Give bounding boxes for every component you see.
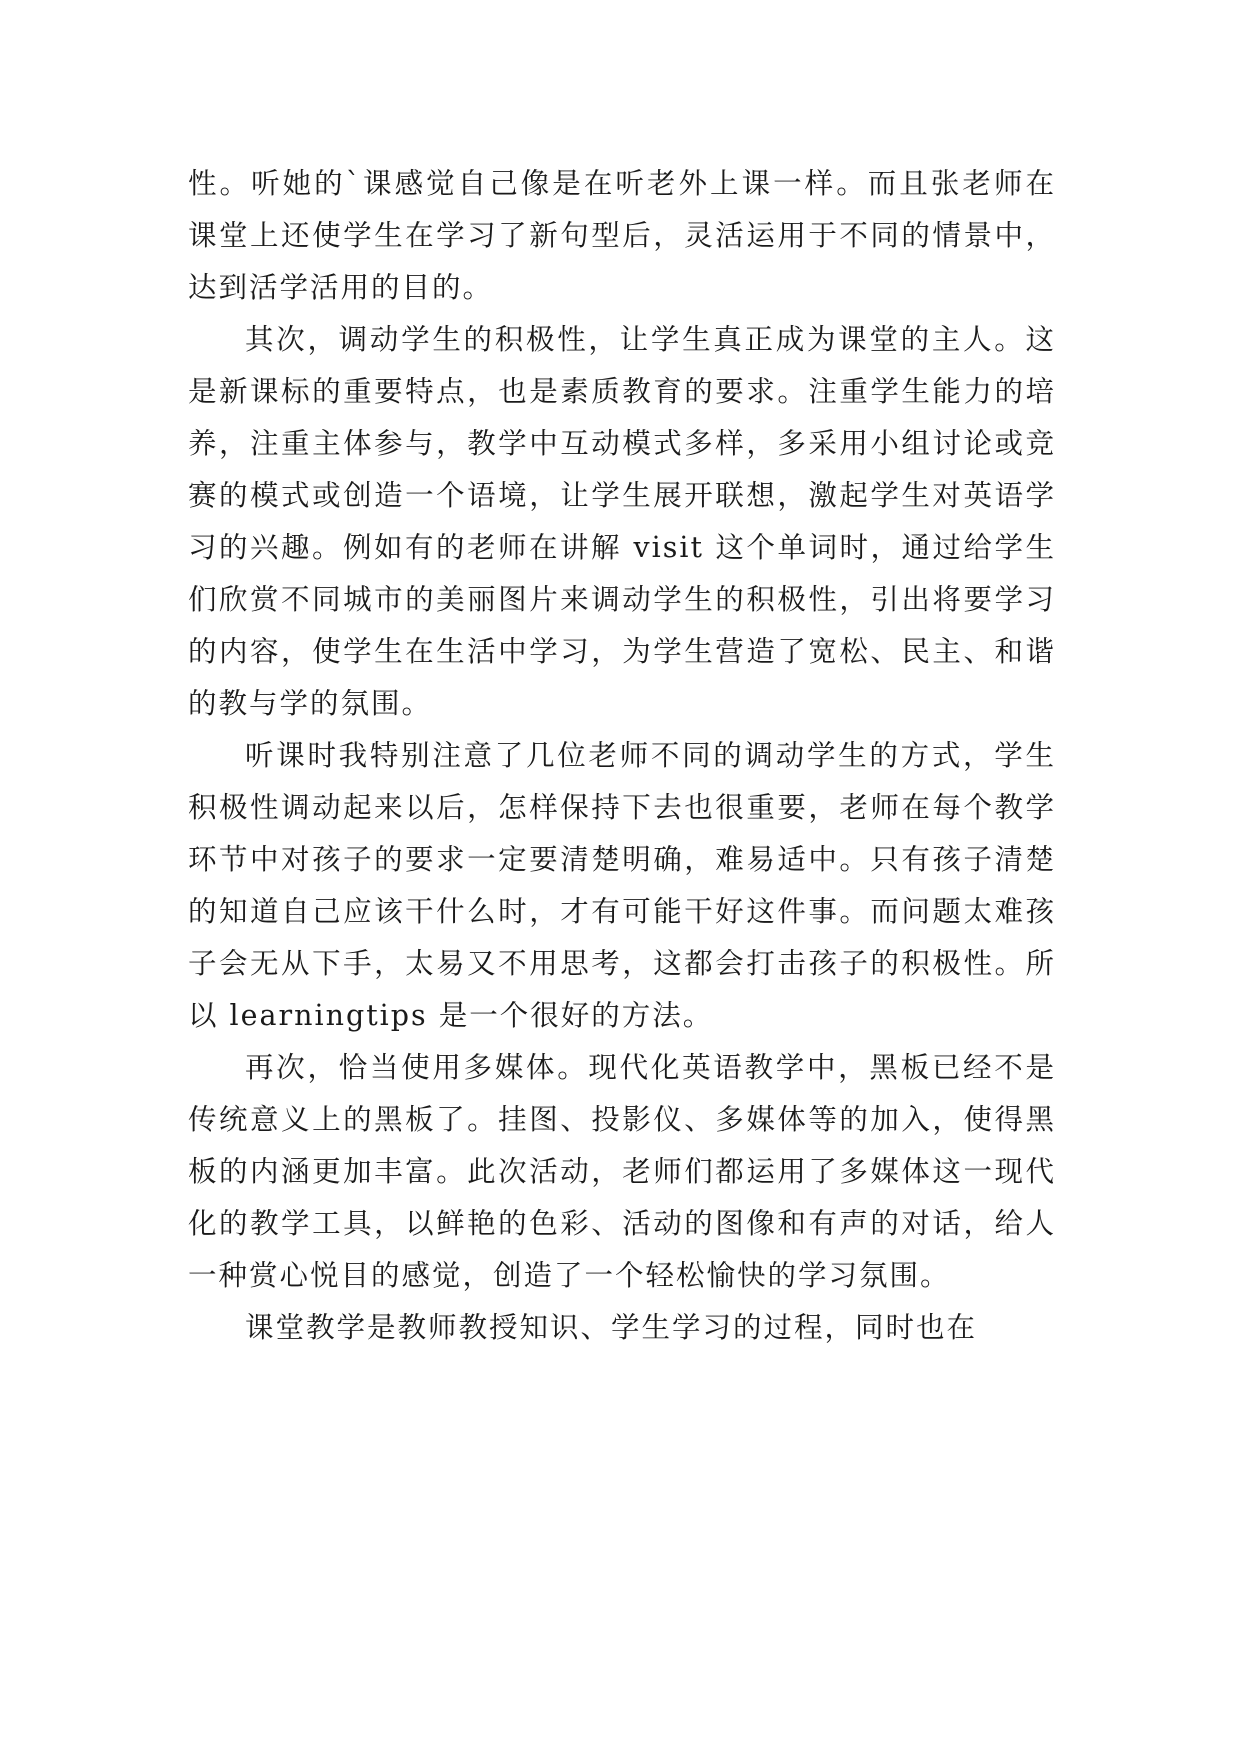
document-body [188, 158, 1056, 1354]
paragraph-3: 听课时我特别注意了几位老师不同的调动学生的方式，学生积极性调动起来以后，怎样保持下去也很重要，老师在每个教学环节中对孩子的要求一定要清楚明确，难易适中。只有孩子清楚的知道自己应该干什么时，才有可能干好这件事。而问题太难孩子会无从下手，太易又不用思考，这都会打击孩子的积极性。所以 learningtips 是一个很好的方法。 [188, 739, 1056, 1032]
paragraph-1: 性。听她的`课感觉自己像是在听老外上课一样。而且张老师在课堂上还使学生在学习了新句型后，灵活运用于不同的情景中，达到活学活用的目的。 [188, 167, 1056, 304]
paragraph-2: 其次，调动学生的积极性，让学生真正成为课堂的主人。这是新课标的重要特点，也是素质教育的要求。注重学生能力的培养，注重主体参与，教学中互动模式多样，多采用小组讨论或竞赛的模式或创造一个语境，让学生展开联想，激起学生对英语学习的兴趣。例如有的老师在讲解 visit 这个单词时，通过给学生们欣赏不同城市的美丽图片来调动学生的积极性，引出将要学习的内容，使学生在生活中学习，为学生营造了宽松、民主、和谐的教与学的氛围。 [188, 323, 1056, 720]
paragraph-5: 课堂教学是教师教授知识、学生学习的过程，同时也在 [245, 1311, 978, 1344]
paragraph-4: 再次，恰当使用多媒体。现代化英语教学中，黑板已经不是传统意义上的黑板了。挂图、投影仪、多媒体等的加入，使得黑板的内涵更加丰富。此次活动，老师们都运用了多媒体这一现代化的教学工具，以鲜艳的色彩、活动的图像和有声的对话，给人一种赏心悦目的感觉，创造了一个轻松愉快的学习氛围。 [188, 1051, 1056, 1292]
